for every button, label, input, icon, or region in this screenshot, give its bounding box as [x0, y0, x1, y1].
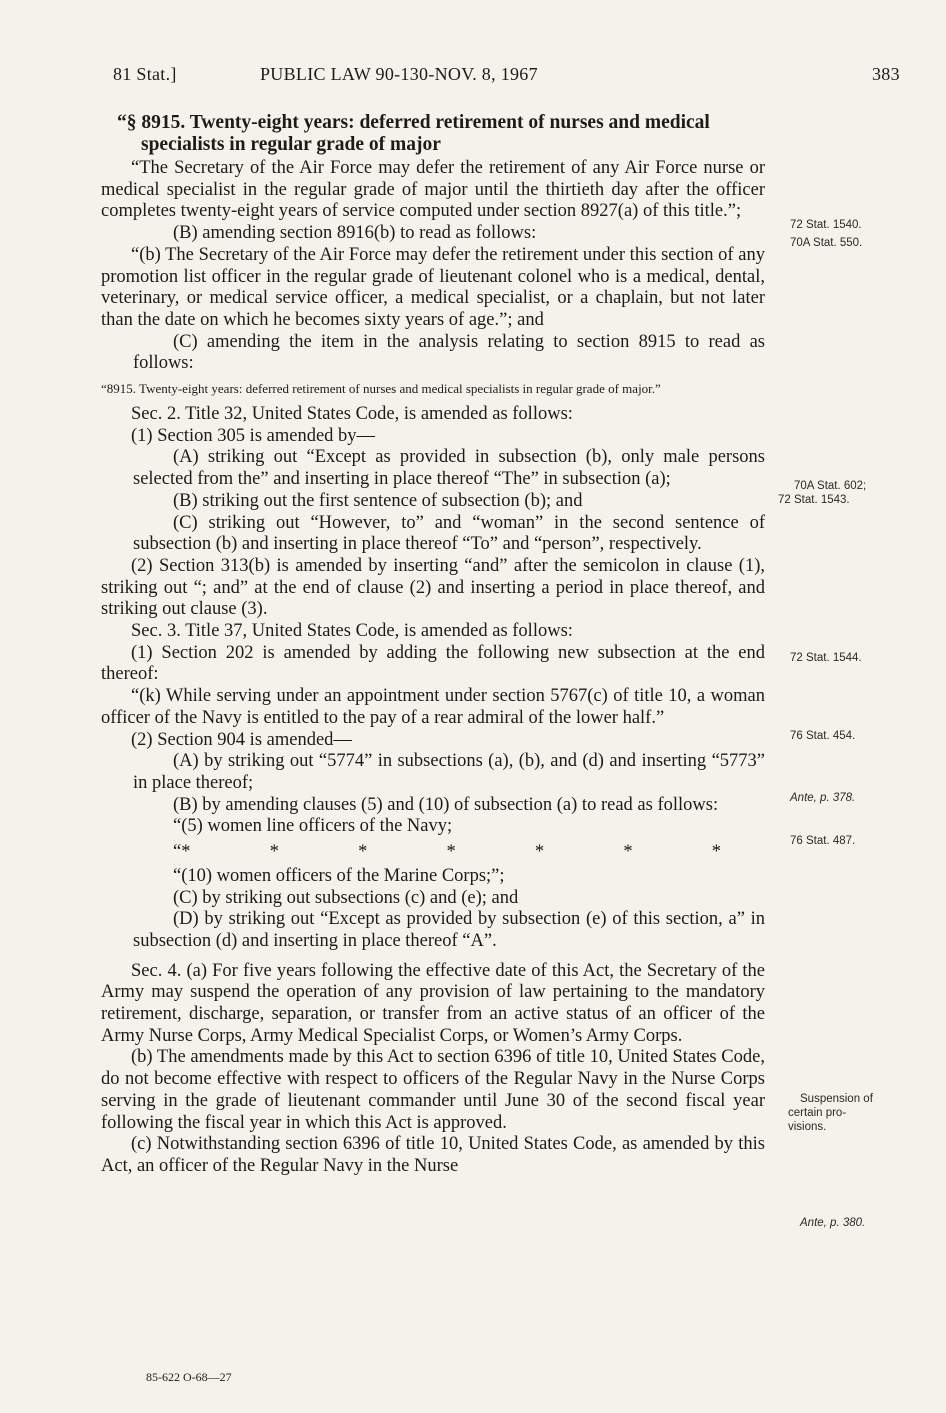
paragraph: (C) striking out “However, to” and “woman” in the second sentence of subsection (b) and inserting in place thereof “To” and “person”, respectively. — [133, 512, 765, 555]
star: “* — [173, 842, 191, 863]
paragraph: (C) by striking out subsections (c) and (e); and — [173, 887, 519, 908]
paragraph: “(10) women officers of the Marine Corps;”; — [173, 865, 505, 886]
paragraph: (b) The amendments made by this Act to section 6396 of title 10, United States Code, do not become effective with respect to officers of the Regular Navy in the Nurse Corps serving in the grade of lieutenant commander until June 30 of the second fiscal year following the fiscal year in which this Act is approved. — [101, 1047, 765, 1133]
margin-note-citation: 76 Stat. 487. — [790, 835, 856, 847]
paragraph: “(b) The Secretary of the Air Force may defer the retirement under this section of any promotion list officer in the regular grade of lieutenant colonel who is a medical, dental, veterinary, or medical service officer, a medical specialist, or a chaplain, but not later than the date on which he becomes sixty years of age.”; and — [101, 244, 765, 330]
margin-note-citation: 76 Stat. 454. — [790, 730, 856, 742]
citation-line: 72 Stat. 1543. — [778, 494, 850, 506]
margin-note-subject — [788, 1092, 873, 1134]
star: * — [711, 842, 721, 863]
header-title: PUBLIC LAW 90-130-NOV. 8, 1967 — [260, 64, 538, 84]
margin-note-citation: Ante, p. 378. — [790, 792, 856, 804]
citation-line: 70A Stat. 602; — [794, 480, 867, 492]
paragraph: (A) by striking out “5774” in subsections (a), (b), and (d) and inserting “5773” in place thereof; — [133, 751, 765, 793]
paragraph: (c) Notwithstanding section 6396 of title 10, United States Code, as amended by this Act, an officer of the Regular Navy in the Nurse — [101, 1134, 765, 1176]
note-line: certain pro- — [788, 1107, 847, 1119]
omission-stars — [101, 842, 765, 864]
section-heading: “§ 8915. Twenty-eight years: deferred retirement of nurses and medical specialists in regular grade of major — [117, 112, 710, 155]
star: * — [269, 842, 279, 863]
note-line: visions. — [788, 1121, 827, 1133]
paragraph: (D) by striking out “Except as provided by subsection (e) of this section, a” in subsection (d) and inserting in place thereof “A”. — [133, 909, 765, 951]
paragraph: (B) amending section 8916(b) to read as follows: — [173, 223, 537, 244]
paragraph: “(k) While serving under an appointment under section 5767(c) of title 10, a woman officer of the Navy is entitled to the pay of a rear admiral of the lower half.” — [101, 686, 765, 728]
star: * — [623, 842, 633, 863]
paragraph: (1) Section 202 is amended by adding the following new subsection at the end thereof: — [101, 642, 765, 685]
note-line: Suspension of — [800, 1093, 873, 1105]
page-number: 383 — [872, 64, 900, 84]
section-paragraph: Sec. 4. (a) For five years following the effective date of this Act, the Secretary of the Army may suspend the operation of any provision of law pertaining to the mandatory retirement, discharge, separation, or transfer from an active status of an officer of the Army Nurse Corps, Army Medical Specialist Corps, or Women’s Army Corps. — [101, 960, 765, 1046]
section-paragraph: Sec. 2. Title 32, United States Code, is amended as follows: — [131, 404, 573, 425]
paragraph: (2) Section 904 is amended— — [131, 729, 352, 750]
margin-note-citation — [778, 479, 867, 507]
paragraph: “The Secretary of the Air Force may defer the retirement of any Air Force nurse or medical specialist in the regular grade of major until the thirtieth day after the officer completes twenty-eight years of service computed under section 8927(a) of this title.”; — [101, 158, 765, 222]
paragraph: (B) by amending clauses (5) and (10) of subsection (a) to read as follows: — [173, 794, 719, 815]
citation-line: 70A Stat. 550. — [790, 237, 863, 249]
analysis-item: “8915. Twenty-eight years: deferred retirement of nurses and medical specialists in regular grade of major.” — [101, 381, 661, 397]
section-paragraph: Sec. 3. Title 37, United States Code, is amended as follows: — [131, 621, 573, 642]
margin-note-citation — [790, 218, 862, 250]
paragraph: (A) striking out “Except as provided in subsection (b), only male persons selected from the” and inserting in place thereof “The” in subsection (a); — [133, 447, 765, 490]
print-code-footer: 85-622 O-68—27 — [146, 1370, 232, 1384]
margin-note-citation: Ante, p. 380. — [800, 1217, 866, 1229]
star: * — [358, 842, 368, 863]
star: * — [446, 842, 456, 863]
paragraph: (1) Section 305 is amended by— — [131, 425, 376, 446]
paragraph: (C) amending the item in the analysis relating to section 8915 to read as follows: — [133, 331, 765, 374]
paragraph: (2) Section 313(b) is amended by inserting “and” after the semicolon in clause (1), striking out “; and” at the end of clause (2) and inserting a period in place thereof, and striking out clause (3). — [101, 555, 765, 620]
margin-note-citation: 72 Stat. 1544. — [790, 652, 862, 664]
body-text — [101, 112, 765, 1178]
paragraph: “(5) women line officers of the Navy; — [173, 816, 453, 837]
header-volume: 81 Stat.] — [113, 64, 177, 84]
star: * — [534, 842, 545, 863]
paragraph: (B) striking out the first sentence of subsection (b); and — [173, 490, 583, 511]
citation-line: 72 Stat. 1540. — [790, 219, 862, 231]
